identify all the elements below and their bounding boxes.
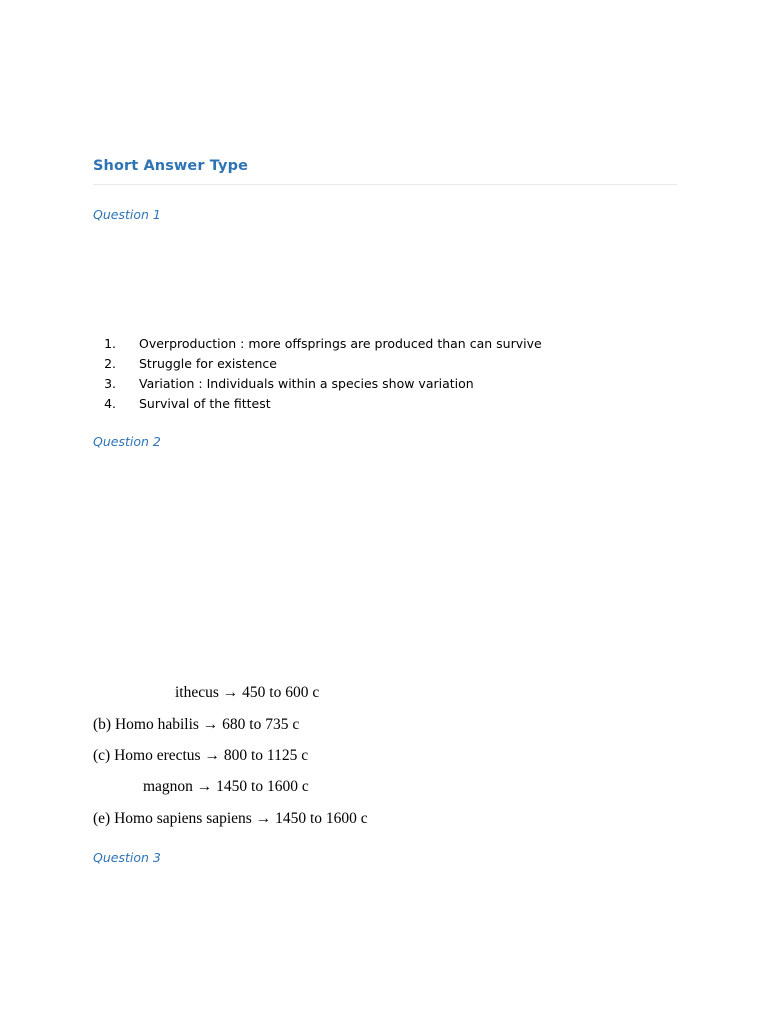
question-2-answer-line: (b) Homo habilis → 680 to 735 c — [93, 716, 300, 733]
list-item-number: 1. — [104, 336, 116, 351]
list-item-text: Variation : Individuals within a species show variation — [139, 376, 474, 391]
list-item — [93, 395, 542, 415]
list-item-number: 2. — [104, 356, 116, 371]
question-3-label: Question 3 — [93, 850, 161, 865]
question-2-answer-line: (c) Homo erectus → 800 to 1125 c — [93, 747, 309, 764]
list-item — [93, 335, 542, 355]
question-1-answer-list — [93, 335, 542, 415]
list-item-number: 3. — [104, 376, 116, 391]
list-item-text: Overproduction : more offsprings are produced than can survive — [139, 336, 542, 351]
list-item — [93, 375, 542, 395]
list-item-text: Survival of the fittest — [139, 396, 271, 411]
question-2-answer-line: ithecus → 450 to 600 c — [175, 684, 320, 701]
list-item-text: Struggle for existence — [139, 356, 277, 371]
question-1-label: Question 1 — [93, 207, 161, 222]
section-heading: Short Answer Type — [93, 158, 248, 174]
list-item — [93, 355, 542, 375]
heading-divider — [93, 184, 677, 185]
question-2-label: Question 2 — [93, 434, 161, 449]
question-2-answer-line: magnon → 1450 to 1600 c — [143, 778, 309, 795]
question-2-answer-line: (e) Homo sapiens sapiens → 1450 to 1600 c — [93, 810, 368, 827]
list-item-number: 4. — [104, 396, 116, 411]
